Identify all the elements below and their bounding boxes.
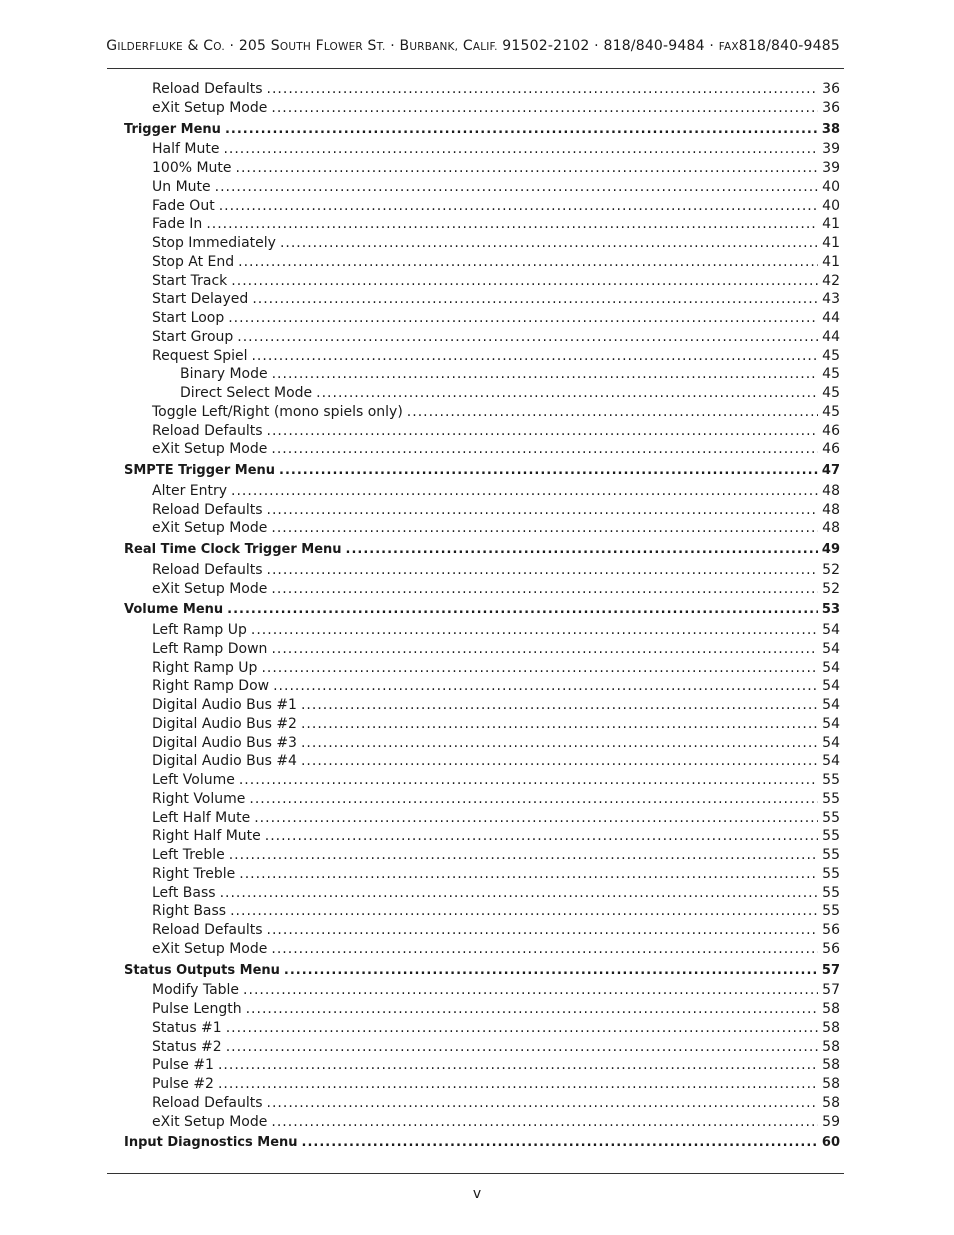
toc-entry-page: 59	[822, 1113, 840, 1130]
toc-dot-leader	[316, 384, 818, 402]
toc-entry-title: Right Half Mute	[152, 828, 261, 845]
toc-dot-leader	[239, 865, 818, 883]
toc-entry	[152, 921, 840, 939]
toc-entry-page: 54	[822, 640, 840, 657]
toc-entry	[152, 734, 840, 752]
header-text: 205 S	[238, 38, 280, 54]
toc-entry	[152, 347, 840, 365]
toc-entry-page: 58	[822, 1019, 840, 1036]
header-rule	[107, 68, 844, 69]
toc-entry-page: 54	[822, 753, 840, 770]
toc-entry-page: 58	[822, 1076, 840, 1092]
toc-dot-leader	[267, 501, 819, 519]
toc-entry-title: eXit Setup Mode	[152, 441, 268, 458]
toc-entry-title: 100% Mute	[152, 160, 232, 176]
toc-entry-page: 41	[822, 235, 840, 251]
toc-dot-leader	[265, 827, 818, 845]
toc-entry-title: Right Volume	[152, 790, 246, 807]
toc-dot-leader	[243, 981, 818, 999]
toc-entry-title: Request Spiel	[152, 347, 248, 364]
header-text: T.	[376, 41, 386, 53]
toc-entry-page: 47	[821, 463, 840, 478]
header-separator: ·	[589, 38, 604, 54]
toc-dot-leader	[261, 659, 818, 677]
header-fax: 818/840-9485	[738, 38, 840, 54]
toc-entry-page: 56	[822, 922, 840, 938]
toc-dot-leader	[280, 234, 818, 252]
toc-dot-leader	[226, 1038, 818, 1056]
toc-entry-title: Binary Mode	[180, 366, 268, 383]
toc-dot-leader	[206, 215, 818, 233]
toc-entry-title: Status #1	[152, 1019, 222, 1036]
toc-entry	[152, 790, 840, 808]
toc-entry	[152, 290, 840, 308]
toc-entry-page: 46	[822, 422, 840, 439]
toc-entry-title: Pulse #2	[152, 1076, 214, 1092]
toc-entry	[152, 580, 840, 598]
toc-entry-page: 53	[821, 602, 840, 618]
toc-entry-title: Reload Defaults	[152, 81, 263, 97]
toc-entry-title: Trigger Menu	[124, 121, 221, 137]
toc-dot-leader	[271, 99, 818, 117]
toc-entry-page: 40	[822, 178, 840, 195]
toc-entry	[152, 1019, 840, 1037]
toc-dot-leader	[249, 790, 818, 808]
toc-entry-page: 45	[822, 347, 840, 364]
toc-dot-leader	[239, 771, 818, 789]
toc-entry-title: Right Ramp Up	[152, 659, 258, 676]
toc-entry	[152, 752, 840, 770]
toc-entry-page: 55	[822, 847, 840, 863]
toc-entry-title: Digital Audio Bus #4	[152, 753, 297, 770]
toc-entry-page: 41	[822, 216, 840, 233]
toc-entry	[152, 140, 840, 158]
toc-entry-page: 57	[821, 962, 840, 978]
toc-entry-title: Fade In	[152, 216, 203, 233]
toc-entry-page: 54	[822, 734, 840, 751]
toc-dot-leader	[228, 309, 818, 327]
toc-entry	[152, 677, 840, 695]
toc-dot-leader	[251, 347, 818, 365]
toc-dot-leader	[229, 846, 818, 864]
header-zip: 91502-2102	[497, 38, 590, 54]
toc-dot-leader	[218, 1075, 818, 1093]
toc-entry-title: Pulse #1	[152, 1057, 214, 1074]
toc-entry-page: 43	[822, 291, 840, 308]
toc-entry-title: Un Mute	[152, 178, 211, 195]
toc-entry	[152, 771, 840, 789]
toc-entry-page: 55	[822, 809, 840, 826]
toc-entry-page: 55	[822, 828, 840, 845]
toc-entry-title: Reload Defaults	[152, 501, 263, 518]
toc-entry-title: Reload Defaults	[152, 422, 263, 439]
toc-entry	[152, 422, 840, 440]
toc-section-entry	[124, 962, 840, 980]
toc-entry	[152, 519, 840, 537]
toc-entry-title: Status #2	[152, 1038, 222, 1055]
toc-entry	[152, 80, 840, 98]
toc-entry-page: 41	[822, 253, 840, 270]
toc-dot-leader	[301, 752, 818, 770]
toc-entry-title: Start Delayed	[152, 291, 249, 308]
toc-dot-leader	[220, 884, 819, 902]
toc-entry	[152, 178, 840, 196]
toc-dot-leader	[246, 1000, 819, 1018]
toc-entry	[152, 1000, 840, 1018]
toc-entry	[152, 440, 840, 458]
toc-entry	[152, 827, 840, 845]
toc-entry-page: 52	[822, 580, 840, 597]
header-text: S	[362, 38, 377, 54]
toc-entry-title: Left Half Mute	[152, 809, 251, 826]
toc-entry-title: eXit Setup Mode	[152, 580, 268, 597]
toc-entry-page: 39	[822, 160, 840, 176]
toc-entry-title: Status Outputs Menu	[124, 962, 280, 978]
toc-entry-page: 54	[822, 678, 840, 695]
toc-entry-page: 54	[822, 659, 840, 676]
header-text: G	[106, 38, 118, 54]
toc-entry	[152, 846, 840, 864]
toc-dot-leader	[301, 734, 818, 752]
toc-entry-page: 55	[822, 772, 840, 788]
header-text: OUTH	[279, 41, 311, 53]
toc-entry-page: 60	[821, 1135, 840, 1151]
toc-entry	[152, 234, 840, 252]
toc-entry-title: Modify Table	[152, 982, 240, 999]
toc-entry	[152, 99, 840, 117]
toc-dot-leader	[302, 1134, 818, 1152]
toc-dot-leader	[223, 140, 818, 158]
toc-entry-title: Right Treble	[152, 865, 236, 882]
toc-entry	[152, 981, 840, 999]
header-text: ILDERFLUKE	[117, 41, 183, 53]
toc-entry-title: Alter Entry	[152, 482, 228, 499]
toc-dot-leader	[284, 962, 818, 980]
toc-dot-leader	[271, 640, 818, 658]
toc-section-entry	[124, 462, 840, 480]
toc-entry	[152, 809, 840, 827]
toc-entry	[180, 365, 840, 383]
toc-dot-leader	[231, 272, 818, 290]
toc-dot-leader	[252, 290, 818, 308]
toc-entry	[152, 482, 840, 500]
toc-entry-title: Toggle Left/Right (mono spiels only)	[152, 403, 403, 420]
toc-entry	[152, 403, 840, 421]
toc-section-entry	[124, 1134, 840, 1152]
toc-dot-leader	[279, 462, 818, 480]
toc-entry-title: SMPTE Trigger Menu	[124, 463, 276, 478]
toc-entry-page: 57	[822, 982, 840, 999]
toc-entry-title: Reload Defaults	[152, 561, 263, 578]
toc-entry-page: 42	[822, 272, 840, 289]
header-text: URBANK,	[409, 41, 459, 53]
toc-entry	[180, 384, 840, 402]
toc-entry-title: Pulse Length	[152, 1001, 242, 1017]
toc-dot-leader	[272, 365, 819, 383]
toc-entry-page: 55	[822, 884, 840, 901]
toc-entry-page: 38	[821, 121, 840, 137]
toc-entry-title: Left Treble	[152, 847, 225, 863]
toc-entry	[152, 940, 840, 958]
toc-entry-page: 55	[822, 903, 840, 920]
toc-entry-page: 48	[822, 482, 840, 499]
toc-entry	[152, 659, 840, 677]
header-separator: ·	[224, 38, 239, 54]
toc-entry-title: Direct Select Mode	[180, 385, 313, 401]
page-number: v	[472, 1186, 482, 1202]
toc-entry	[152, 328, 840, 346]
toc-dot-leader	[271, 440, 818, 458]
toc-dot-leader	[346, 541, 818, 559]
toc-entry	[152, 197, 840, 215]
toc-entry-title: Input Diagnostics Menu	[124, 1135, 298, 1151]
toc-entry	[152, 159, 840, 177]
toc-entry-title: Right Bass	[152, 903, 227, 920]
toc-entry-page: 58	[822, 1038, 840, 1055]
toc-entry	[152, 865, 840, 883]
toc-entry	[152, 715, 840, 733]
toc-entry	[152, 501, 840, 519]
toc-entry-title: Start Group	[152, 328, 234, 345]
page-header	[0, 38, 840, 54]
toc-entry-title: Volume Menu	[124, 602, 224, 618]
header-text: ALIF.	[472, 41, 498, 53]
toc-entry	[152, 253, 840, 271]
toc-section-entry	[124, 601, 840, 619]
toc-entry-page: 48	[822, 520, 840, 537]
toc-entry	[152, 561, 840, 579]
toc-dot-leader	[227, 601, 818, 619]
toc-entry-page: 45	[822, 366, 840, 383]
toc-dot-leader	[267, 80, 819, 98]
toc-entry-page: 54	[822, 622, 840, 638]
header-text: F	[310, 38, 324, 54]
toc-entry-page: 54	[822, 715, 840, 732]
toc-dot-leader	[230, 902, 818, 920]
toc-entry-title: eXit Setup Mode	[152, 520, 268, 537]
toc-entry-page: 44	[822, 310, 840, 326]
toc-entry-page: 45	[822, 403, 840, 420]
toc-entry-title: Real Time Clock Trigger Menu	[124, 542, 342, 557]
toc-entry-title: Digital Audio Bus #2	[152, 715, 297, 732]
toc-entry-title: Stop At End	[152, 253, 235, 270]
toc-dot-leader	[231, 482, 818, 500]
toc-dot-leader	[273, 677, 818, 695]
toc-entry-page: 48	[822, 501, 840, 518]
header-separator: ·	[704, 38, 719, 54]
toc-entry-page: 55	[822, 790, 840, 807]
toc-entry-title: Reload Defaults	[152, 1094, 263, 1111]
toc-dot-leader	[271, 1113, 818, 1131]
header-phone: 818/840-9484	[603, 38, 705, 54]
toc-entry-page: 36	[822, 81, 840, 97]
toc-entry-title: Start Track	[152, 272, 228, 289]
toc-entry-page: 55	[822, 865, 840, 882]
toc-entry	[152, 902, 840, 920]
toc-entry	[152, 1113, 840, 1131]
toc-entry-page: 49	[821, 542, 840, 557]
toc-dot-leader	[218, 1056, 818, 1074]
toc-entry	[152, 1056, 840, 1074]
toc-entry-title: Digital Audio Bus #3	[152, 734, 297, 751]
toc-dot-leader	[267, 921, 819, 939]
toc-dot-leader	[271, 940, 818, 958]
header-text: B	[399, 38, 410, 54]
toc-entry	[152, 884, 840, 902]
toc-entry-title: Stop Immediately	[152, 235, 276, 251]
toc-dot-leader	[407, 403, 818, 421]
toc-dot-leader	[237, 328, 818, 346]
toc-dot-leader	[219, 197, 818, 215]
toc-dot-leader	[251, 621, 818, 639]
toc-entry-page: 52	[822, 561, 840, 578]
toc-entry-title: Left Bass	[152, 884, 216, 901]
toc-entry-title: Right Ramp Dow	[152, 678, 270, 695]
toc-entry-title: Fade Out	[152, 197, 215, 214]
toc-entry-title: Digital Audio Bus #1	[152, 697, 297, 713]
toc-entry	[152, 309, 840, 327]
toc-entry-title: eXit Setup Mode	[152, 1113, 268, 1130]
toc-entry	[152, 215, 840, 233]
header-text: C	[458, 38, 473, 54]
toc-entry-page: 45	[822, 385, 840, 401]
toc-entry-title: Start Loop	[152, 310, 225, 326]
toc-entry	[152, 640, 840, 658]
toc-entry	[152, 621, 840, 639]
toc-section-entry	[124, 121, 840, 139]
toc-entry-page: 36	[822, 99, 840, 116]
toc-entry-page: 58	[822, 1001, 840, 1017]
toc-dot-leader	[226, 1019, 818, 1037]
header-text: LOWER	[323, 41, 363, 53]
toc-entry-title: eXit Setup Mode	[152, 940, 268, 957]
toc-entry	[152, 1094, 840, 1112]
toc-dot-leader	[301, 715, 818, 733]
header-fax-label: FAX	[718, 41, 739, 53]
toc-entry	[152, 1038, 840, 1056]
header-text: O.	[213, 41, 225, 53]
toc-entry-title: eXit Setup Mode	[152, 99, 268, 116]
toc-section-entry	[124, 541, 840, 559]
toc-entry-title: Left Ramp Down	[152, 640, 268, 657]
header-text: & C	[182, 38, 214, 54]
toc-dot-leader	[225, 121, 818, 139]
toc-dot-leader	[215, 178, 819, 196]
toc-dot-leader	[301, 696, 818, 714]
toc-entry-page: 46	[822, 441, 840, 458]
toc-entry-page: 40	[822, 197, 840, 214]
toc-dot-leader	[254, 809, 818, 827]
toc-entry-page: 39	[822, 141, 840, 158]
toc-entry	[152, 1075, 840, 1093]
footer-rule	[107, 1173, 844, 1174]
toc-entry-title: Half Mute	[152, 141, 220, 158]
toc-dot-leader	[267, 1094, 819, 1112]
toc-entry-page: 54	[822, 697, 840, 713]
toc-entry-title: Reload Defaults	[152, 922, 263, 938]
toc-entry-page: 58	[822, 1057, 840, 1074]
header-separator: ·	[385, 38, 400, 54]
toc-entry-page: 58	[822, 1094, 840, 1111]
toc-entry-page: 56	[822, 940, 840, 957]
toc-entry	[152, 272, 840, 290]
toc-dot-leader	[271, 519, 818, 537]
toc-entry	[152, 696, 840, 714]
toc-dot-leader	[267, 422, 819, 440]
toc-entry-title: Left Ramp Up	[152, 622, 247, 638]
toc-entry-title: Left Volume	[152, 772, 235, 788]
toc-dot-leader	[238, 253, 818, 271]
toc-dot-leader	[271, 580, 818, 598]
toc-dot-leader	[267, 561, 819, 579]
toc-entry-page: 44	[822, 328, 840, 345]
toc-dot-leader	[236, 159, 819, 177]
